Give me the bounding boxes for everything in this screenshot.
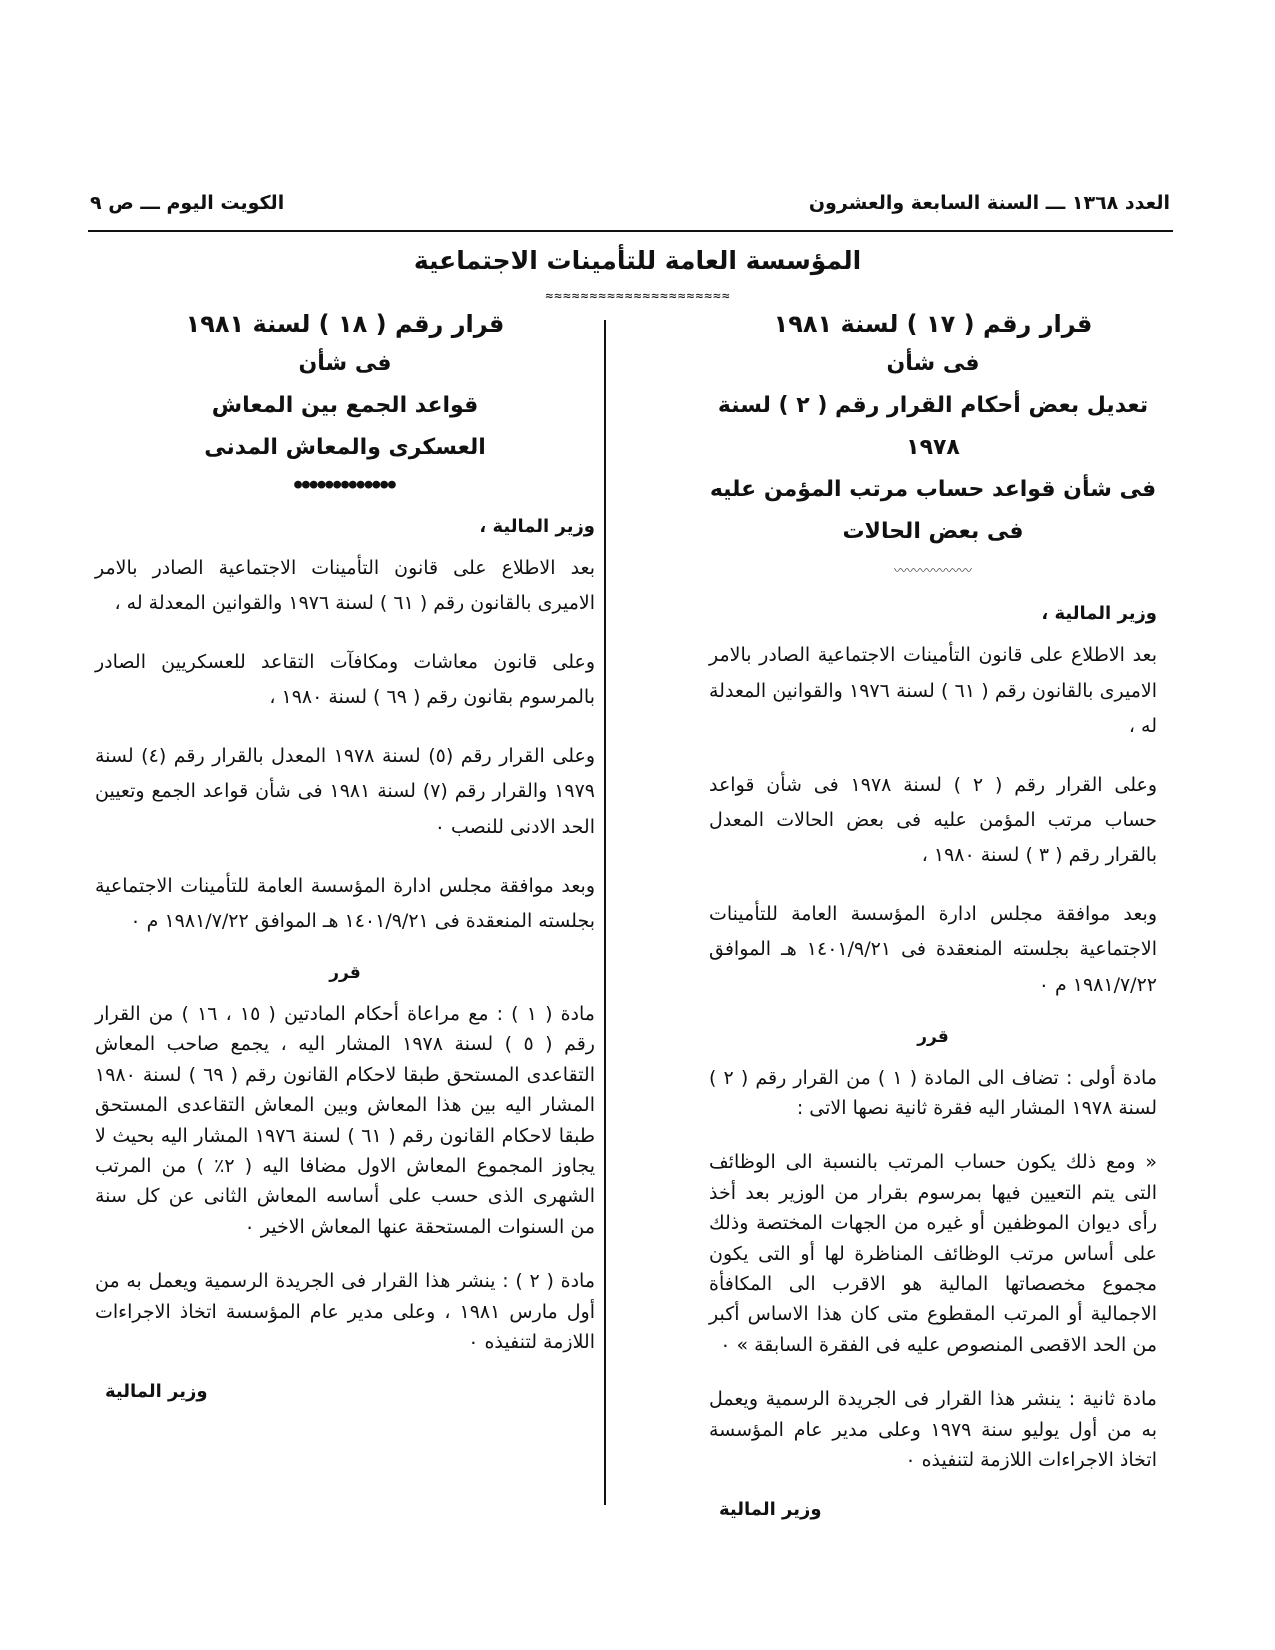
minister-heading: وزير المالية ، (479, 515, 595, 537)
article-paragraph: مادة ( ٢ ) : ينشر هذا القرار فى الجريدة الرسمية ويعمل به من أول مارس ١٩٨١ ، وعلى مدير عام المؤسسة اتخاذ الاجراءات اللازمة لتنفيذه ٠ (95, 1270, 596, 1353)
decision-17-column (709, 305, 1157, 1520)
quoted-text: « ومع ذلك يكون حساب المرتب بالنسبة الى الوظائف التى يتم التعيين فيها بمرسوم بقرار من الوزير بعد أخذ رأى ديوان الموظفين أو غيره من الجهات المختصة وذلك على أساس مرتب الوظائف المناظرة لها أو التى يكون مجموع مخصصاتها المالية هو الاقرب الى المكافأة الاجمالية أو المرتب المقطوع متى كان هذا الاساس أكبر من الحد الاقصى المنصوص عليه فى الفقرة السابقة » ٠ (709, 1151, 1157, 1356)
preamble-paragraph: وعلى قانون معاشات ومكافآت التقاعد للعسكريين الصادر بالمرسوم بقانون رقم ( ٦٩ ) لسنة ١٩٨٠ ، (95, 651, 595, 709)
section-ornament: 〰〰〰〰〰〰 (893, 564, 972, 580)
preamble-paragraph: وبعد موافقة مجلس ادارة المؤسسة العامة للتأمينات الاجتماعية بجلسته المنعقدة فى ١٤٠١/٩/٢١ هـ الموافق ١٩٨١/٧/٢٢ م ٠ (95, 874, 595, 932)
article-paragraph: مادة ثانية : ينشر هذا القرار فى الجريدة الرسمية ويعمل به من أول يوليو سنة ١٩٧٩ وعلى مدير عام المؤسسة اتخاذ الاجراءات اللازمة لتنفيذه ٠ (709, 1388, 1157, 1471)
title-ornament: ≈≈≈≈≈≈≈≈≈≈≈≈≈≈≈≈≈≈≈≈≈ (545, 289, 731, 304)
column-divider (604, 320, 606, 1505)
signature: وزير المالية (105, 1381, 208, 1403)
article-paragraph: مادة أولى : تضاف الى المادة ( ١ ) من القرار رقم ( ٢ ) لسنة ١٩٧٨ المشار اليه فقرة ثانية نصها الاتى : (709, 1066, 1158, 1120)
decided-heading: قرر (329, 963, 361, 984)
preamble-paragraph: وعلى القرار رقم ( ٢ ) لسنة ١٩٧٨ فى شأن قواعد حساب مرتب المؤمن عليه فى بعض الحالات المعدل بالقرار رقم ( ٣ ) لسنة ١٩٨٠ ، (709, 773, 1158, 867)
signature: وزير المالية (719, 1499, 822, 1521)
issue-line: العدد ١٣٦٨ ـــ السنة السابعة والعشرون (808, 192, 1170, 214)
decision-subtitle: فى شأن (298, 351, 392, 377)
minister-heading: وزير المالية ، (1041, 603, 1157, 625)
preamble-paragraph: وعلى القرار رقم (٥) لسنة ١٩٧٨ المعدل بالقرار رقم (٤) لسنة ١٩٧٩ والقرار رقم (٧) لسنة ١٩٨١ فى شأن قواعد الجمع وتعيين الحد الادنى للنصب ٠ (95, 745, 596, 838)
preamble-paragraph: وبعد موافقة مجلس ادارة المؤسسة العامة للتأمينات الاجتماعية بجلسته المنعقدة فى ١٤٠١/٩/٢١ هـ الموافق ١٩٨١/٧/٢٢ م ٠ (709, 903, 1157, 996)
org-title: المؤسسة العامة للتأمينات الاجتماعية (413, 246, 862, 275)
preamble-paragraph: بعد الاطلاع على قانون التأمينات الاجتماعية الصادر بالامر الاميرى بالقانون رقم ( ٦١ ) لسنة ١٩٧٦ والقوانين المعدلة له ، (95, 556, 595, 614)
paper-page-line: الكويت اليوم ـــ ص ٩ (90, 192, 285, 214)
header-rule (88, 230, 1173, 232)
decision-18-column (95, 305, 595, 1402)
decision-subtitle: العسكرى والمعاش المدنى (204, 434, 486, 460)
decided-heading: قرر (917, 1026, 949, 1047)
running-header (90, 192, 1170, 232)
decision-title: قرار رقم ( ١٧ ) لسنة ١٩٨١ (773, 310, 1093, 338)
section-ornament: ●●●●●●●●●●●●● (294, 476, 396, 492)
preamble-paragraph: بعد الاطلاع على قانون التأمينات الاجتماعية الصادر بالامر الاميرى بالقانون رقم ( ٦١ ) لسنة ١٩٧٦ والقوانين المعدلة له ، (709, 644, 1157, 737)
decision-title: قرار رقم ( ١٨ ) لسنة ١٩٨١ (185, 310, 505, 338)
decision-subtitle: تعديل بعض أحكام القرار رقم ( ٢ ) لسنة ١٩٧٨ (717, 393, 1149, 460)
article-paragraph: مادة ( ١ ) : مع مراعاة أحكام المادتين ( ١٥ ، ١٦ ) من القرار رقم ( ٥ ) لسنة ١٩٧٨ المشار اليه ، يجمع صاحب المعاش التقاعدى المستحق طبقا لاحكام القانون رقم ( ٦٩ ) لسنة ١٩٨٠ المشار اليه بين هذا المعاش وبين المعاش التقاعدى المستحق طبقا لاحكام القانون رقم ( ٦١ ) لسنة ١٩٧٦ المشار اليه بحيث لا يجاوز المجموع المعاش الاول مضافا اليه ( ٢٪ ) من المرتب الشهرى الذى حسب على أساسه المعاش الثانى عن كل سنة من السنوات المستحقة عنها المعاش الاخير ٠ (95, 1003, 596, 1238)
decision-subtitle: فى بعض الحالات (842, 518, 1024, 544)
decision-subtitle: فى شأن (886, 351, 980, 377)
decision-subtitle: قواعد الجمع بين المعاش (211, 393, 479, 419)
decision-subtitle: فى شأن قواعد حساب مرتب المؤمن عليه (709, 476, 1157, 502)
